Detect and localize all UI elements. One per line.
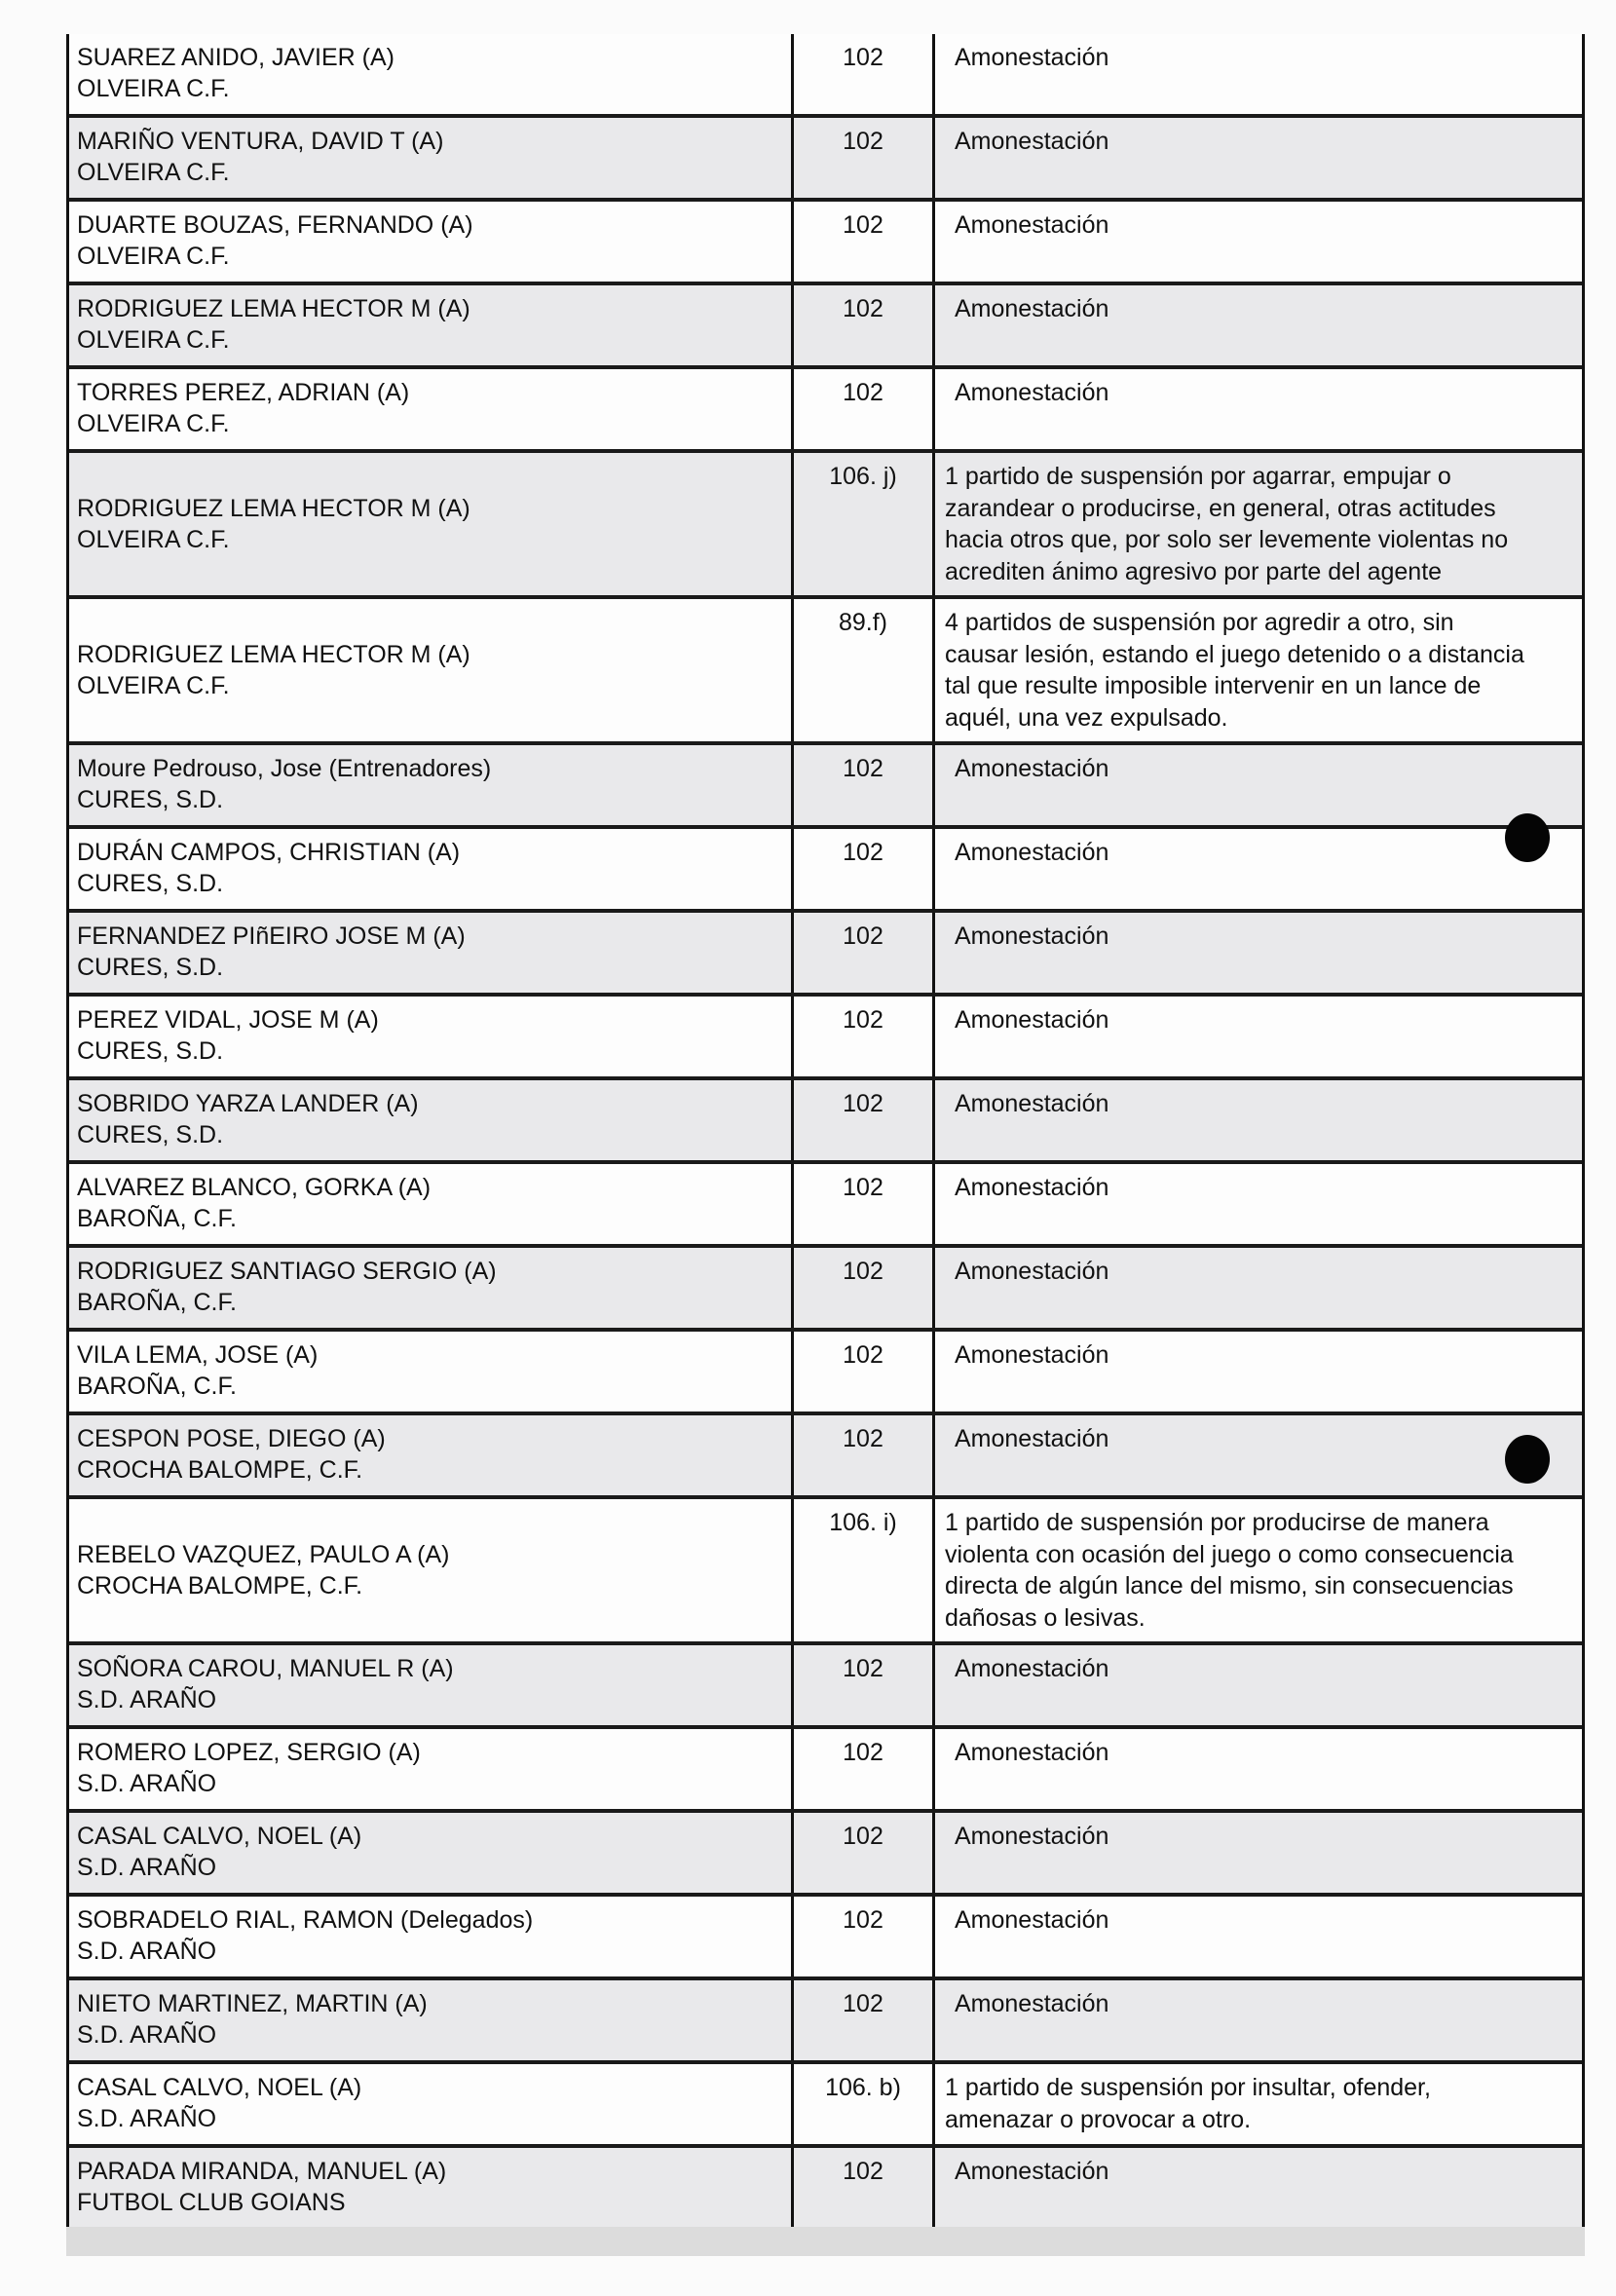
sanction-cell xyxy=(935,34,1582,114)
sanction-cell xyxy=(935,829,1582,909)
table-row xyxy=(69,1415,1582,1499)
article-number: 89.f) xyxy=(838,609,888,636)
table-row xyxy=(69,202,1582,285)
club-name: OLVEIRA C.F. xyxy=(77,672,230,699)
club-name: CURES, S.D. xyxy=(77,1037,224,1065)
article-number: 102 xyxy=(843,1906,883,1934)
player-cell xyxy=(69,118,794,198)
article-number: 102 xyxy=(843,295,883,322)
table-row xyxy=(69,1164,1582,1248)
player-name: PEREZ VIDAL, JOSE M (A) xyxy=(77,1006,379,1034)
article-number: 102 xyxy=(843,922,883,950)
sanction-text: 1 partido de suspensión por producirse de manera xyxy=(945,1509,1489,1536)
article-cell xyxy=(794,1729,935,1809)
club-name: OLVEIRA C.F. xyxy=(77,526,230,553)
club-name: S.D. ARAÑO xyxy=(77,2021,217,2049)
player-cell xyxy=(69,829,794,909)
club-name: OLVEIRA C.F. xyxy=(77,75,230,102)
article-cell xyxy=(794,2064,935,2144)
article-cell xyxy=(794,369,935,449)
club-name: S.D. ARAÑO xyxy=(77,1854,217,1881)
player-cell xyxy=(69,1499,794,1641)
table-row xyxy=(69,1332,1582,1415)
table-row xyxy=(69,997,1582,1080)
club-name: CROCHA BALOMPE, C.F. xyxy=(77,1456,363,1484)
article-cell xyxy=(794,1980,935,2060)
player-name: VILA LEMA, JOSE (A) xyxy=(77,1341,319,1369)
sanction-text: Amonestación xyxy=(955,295,1109,322)
sanction-text: Amonestación xyxy=(955,755,1109,782)
table-row xyxy=(69,1499,1582,1645)
player-name: RODRIGUEZ LEMA HECTOR M (A) xyxy=(77,295,470,322)
sanction-text: hacia otros que, por solo ser levemente violentas no xyxy=(945,526,1509,553)
article-number: 102 xyxy=(843,2158,883,2185)
sanction-cell xyxy=(935,118,1582,198)
player-cell xyxy=(69,1980,794,2060)
article-number: 102 xyxy=(843,1990,883,2017)
sanction-cell xyxy=(935,285,1582,365)
sanction-text: Amonestación xyxy=(955,1341,1109,1369)
player-name: SOBRADELO RIAL, RAMON (Delegados) xyxy=(77,1906,534,1934)
sanction-text: Amonestación xyxy=(955,2158,1109,2185)
article-number: 102 xyxy=(843,44,883,71)
sanction-text: Amonestación xyxy=(955,44,1109,71)
article-cell xyxy=(794,285,935,365)
table-row xyxy=(69,453,1582,599)
club-name: BAROÑA, C.F. xyxy=(77,1373,237,1400)
article-cell xyxy=(794,453,935,595)
article-number: 102 xyxy=(843,1090,883,1117)
article-cell xyxy=(794,1813,935,1893)
table-row xyxy=(69,1248,1582,1332)
table-row xyxy=(69,34,1582,118)
club-name: BAROÑA, C.F. xyxy=(77,1205,237,1232)
player-cell xyxy=(69,34,794,114)
article-cell xyxy=(794,1164,935,1244)
article-number: 106. b) xyxy=(825,2074,901,2101)
sanction-cell xyxy=(935,2148,1582,2228)
player-cell xyxy=(69,1080,794,1160)
table-row xyxy=(69,599,1582,745)
club-name: FUTBOL CLUB GOIANS xyxy=(77,2189,346,2216)
sanction-text: Amonestación xyxy=(955,922,1109,950)
article-number: 102 xyxy=(843,1258,883,1285)
player-cell xyxy=(69,1729,794,1809)
article-number: 102 xyxy=(843,1739,883,1766)
table-row xyxy=(69,1980,1582,2064)
sanction-text: zarandear o producirse, en general, otras actitudes xyxy=(945,494,1496,522)
article-number: 106. i) xyxy=(829,1509,897,1536)
article-number: 102 xyxy=(843,839,883,866)
article-cell xyxy=(794,1897,935,1976)
player-name: SOBRIDO YARZA LANDER (A) xyxy=(77,1090,419,1117)
player-cell xyxy=(69,997,794,1076)
sanction-text: Amonestación xyxy=(955,839,1109,866)
sanction-cell xyxy=(935,1499,1582,1641)
table-row xyxy=(69,1645,1582,1729)
club-name: S.D. ARAÑO xyxy=(77,2105,217,2132)
article-cell xyxy=(794,1415,935,1495)
club-name: S.D. ARAÑO xyxy=(77,1686,217,1713)
player-cell xyxy=(69,453,794,595)
article-cell xyxy=(794,829,935,909)
sanction-cell xyxy=(935,1415,1582,1495)
sanction-text: 4 partidos de suspensión por agredir a otro, sin xyxy=(945,609,1454,636)
article-number: 102 xyxy=(843,1174,883,1201)
article-cell xyxy=(794,1645,935,1725)
article-cell xyxy=(794,1248,935,1328)
article-number: 102 xyxy=(843,128,883,155)
sanction-cell xyxy=(935,1813,1582,1893)
article-cell xyxy=(794,118,935,198)
ink-dot-mark xyxy=(1505,813,1550,862)
table-row xyxy=(69,1897,1582,1980)
player-cell xyxy=(69,1415,794,1495)
player-cell xyxy=(69,369,794,449)
sanction-cell xyxy=(935,1897,1582,1976)
player-name: RODRIGUEZ LEMA HECTOR M (A) xyxy=(77,641,470,668)
article-cell xyxy=(794,913,935,993)
player-name: REBELO VAZQUEZ, PAULO A (A) xyxy=(77,1541,450,1568)
sanction-text: Amonestación xyxy=(955,1090,1109,1117)
sanction-text: dañosas o lesivas. xyxy=(945,1603,1146,1632)
player-cell xyxy=(69,202,794,282)
player-name: Moure Pedrouso, Jose (Entrenadores) xyxy=(77,755,492,782)
sanction-text: Amonestación xyxy=(955,379,1109,406)
sanction-cell xyxy=(935,1729,1582,1809)
sanction-text: Amonestación xyxy=(955,211,1109,239)
article-cell xyxy=(794,1332,935,1411)
player-name: RODRIGUEZ LEMA HECTOR M (A) xyxy=(77,495,470,522)
table-row xyxy=(69,369,1582,453)
club-name: CROCHA BALOMPE, C.F. xyxy=(77,1572,363,1600)
sanction-cell xyxy=(935,745,1582,825)
player-cell xyxy=(69,1248,794,1328)
table-row xyxy=(69,913,1582,997)
table-row xyxy=(69,745,1582,829)
table-row xyxy=(69,829,1582,913)
sanction-cell xyxy=(935,202,1582,282)
sanction-cell xyxy=(935,1332,1582,1411)
player-name: MARIÑO VENTURA, DAVID T (A) xyxy=(77,128,444,155)
player-name: DURÁN CAMPOS, CHRISTIAN (A) xyxy=(77,839,461,866)
sanction-text: Amonestación xyxy=(955,1906,1109,1934)
player-name: DUARTE BOUZAS, FERNANDO (A) xyxy=(77,211,473,239)
article-number: 102 xyxy=(843,211,883,239)
player-cell xyxy=(69,2148,794,2228)
player-cell xyxy=(69,913,794,993)
player-cell xyxy=(69,1164,794,1244)
club-name: CURES, S.D. xyxy=(77,870,224,897)
player-cell xyxy=(69,1645,794,1725)
sanction-text: Amonestación xyxy=(955,1425,1109,1452)
sanction-text: Amonestación xyxy=(955,128,1109,155)
sanction-text: Amonestación xyxy=(955,1258,1109,1285)
player-name: NIETO MARTINEZ, MARTIN (A) xyxy=(77,1990,428,2017)
article-cell xyxy=(794,2148,935,2228)
bottom-shaded-band xyxy=(66,2227,1585,2256)
sanction-text: amenazar o provocar a otro. xyxy=(945,2105,1252,2133)
article-cell xyxy=(794,997,935,1076)
sanction-text: acrediten ánimo agresivo por parte del agente xyxy=(945,557,1443,585)
player-name: CASAL CALVO, NOEL (A) xyxy=(77,1823,362,1850)
sanction-cell xyxy=(935,997,1582,1076)
club-name: OLVEIRA C.F. xyxy=(77,243,230,270)
player-cell xyxy=(69,745,794,825)
player-name: SUAREZ ANIDO, JAVIER (A) xyxy=(77,44,395,71)
player-cell xyxy=(69,1332,794,1411)
player-cell xyxy=(69,599,794,741)
table-row xyxy=(69,2148,1582,2232)
article-number: 102 xyxy=(843,1425,883,1452)
sanction-text: directa de algún lance del mismo, sin consecuencias xyxy=(945,1572,1514,1600)
sanction-cell xyxy=(935,1164,1582,1244)
article-cell xyxy=(794,1499,935,1641)
article-number: 102 xyxy=(843,1823,883,1850)
club-name: BAROÑA, C.F. xyxy=(77,1289,237,1316)
sanction-cell xyxy=(935,453,1582,595)
player-cell xyxy=(69,1897,794,1976)
sanction-text: Amonestación xyxy=(955,1990,1109,2017)
sanction-text: tal que resulte imposible intervenir en un lance de xyxy=(945,672,1482,699)
player-name: CESPON POSE, DIEGO (A) xyxy=(77,1425,386,1452)
sanction-cell xyxy=(935,599,1582,741)
player-cell xyxy=(69,285,794,365)
sanction-cell xyxy=(935,369,1582,449)
article-number: 102 xyxy=(843,1006,883,1034)
player-name: ALVAREZ BLANCO, GORKA (A) xyxy=(77,1174,432,1201)
table-row xyxy=(69,2064,1582,2148)
sanction-cell xyxy=(935,1980,1582,2060)
club-name: CURES, S.D. xyxy=(77,954,224,981)
sanction-cell xyxy=(935,1645,1582,1725)
player-name: SOÑORA CAROU, MANUEL R (A) xyxy=(77,1655,454,1682)
table-row xyxy=(69,1080,1582,1164)
club-name: S.D. ARAÑO xyxy=(77,1770,217,1797)
table-row xyxy=(69,285,1582,369)
sanction-text: causar lesión, estando el juego detenido o a distancia xyxy=(945,640,1524,668)
club-name: OLVEIRA C.F. xyxy=(77,326,230,354)
club-name: CURES, S.D. xyxy=(77,1121,224,1148)
club-name: S.D. ARAÑO xyxy=(77,1938,217,1965)
player-name: ROMERO LOPEZ, SERGIO (A) xyxy=(77,1739,421,1766)
article-cell xyxy=(794,1080,935,1160)
article-cell xyxy=(794,745,935,825)
sanction-cell xyxy=(935,1248,1582,1328)
table-row xyxy=(69,1813,1582,1897)
sanction-cell xyxy=(935,2064,1582,2144)
sanction-text: Amonestación xyxy=(955,1655,1109,1682)
player-name: RODRIGUEZ SANTIAGO SERGIO (A) xyxy=(77,1258,497,1285)
club-name: CURES, S.D. xyxy=(77,786,224,813)
sanction-text: aquél, una vez expulsado. xyxy=(945,703,1228,732)
article-number: 102 xyxy=(843,755,883,782)
sanction-text: 1 partido de suspensión por insultar, ofender, xyxy=(945,2074,1431,2101)
article-cell xyxy=(794,34,935,114)
sanction-text: 1 partido de suspensión por agarrar, empujar o xyxy=(945,463,1451,490)
player-name: TORRES PEREZ, ADRIAN (A) xyxy=(77,379,410,406)
sanction-text: Amonestación xyxy=(955,1174,1109,1201)
article-number: 106. j) xyxy=(829,463,897,490)
table-row xyxy=(69,1729,1582,1813)
article-cell xyxy=(794,599,935,741)
article-cell xyxy=(794,202,935,282)
club-name: OLVEIRA C.F. xyxy=(77,159,230,186)
sanction-text: violenta con ocasión del juego o como consecuencia xyxy=(945,1540,1514,1568)
table-row xyxy=(69,118,1582,202)
sanction-text: Amonestación xyxy=(955,1823,1109,1850)
club-name: OLVEIRA C.F. xyxy=(77,410,230,437)
article-number: 102 xyxy=(843,379,883,406)
sanction-cell xyxy=(935,1080,1582,1160)
sanction-text: Amonestación xyxy=(955,1739,1109,1766)
player-name: FERNANDEZ PIñEIRO JOSE M (A) xyxy=(77,922,466,950)
ink-dot-mark xyxy=(1505,1435,1550,1484)
sanction-cell xyxy=(935,913,1582,993)
article-number: 102 xyxy=(843,1655,883,1682)
sanction-text: Amonestación xyxy=(955,1006,1109,1034)
article-number: 102 xyxy=(843,1341,883,1369)
player-name: CASAL CALVO, NOEL (A) xyxy=(77,2074,362,2101)
player-cell xyxy=(69,1813,794,1893)
player-cell xyxy=(69,2064,794,2144)
player-name: PARADA MIRANDA, MANUEL (A) xyxy=(77,2158,447,2185)
sanctions-table xyxy=(66,34,1585,2232)
